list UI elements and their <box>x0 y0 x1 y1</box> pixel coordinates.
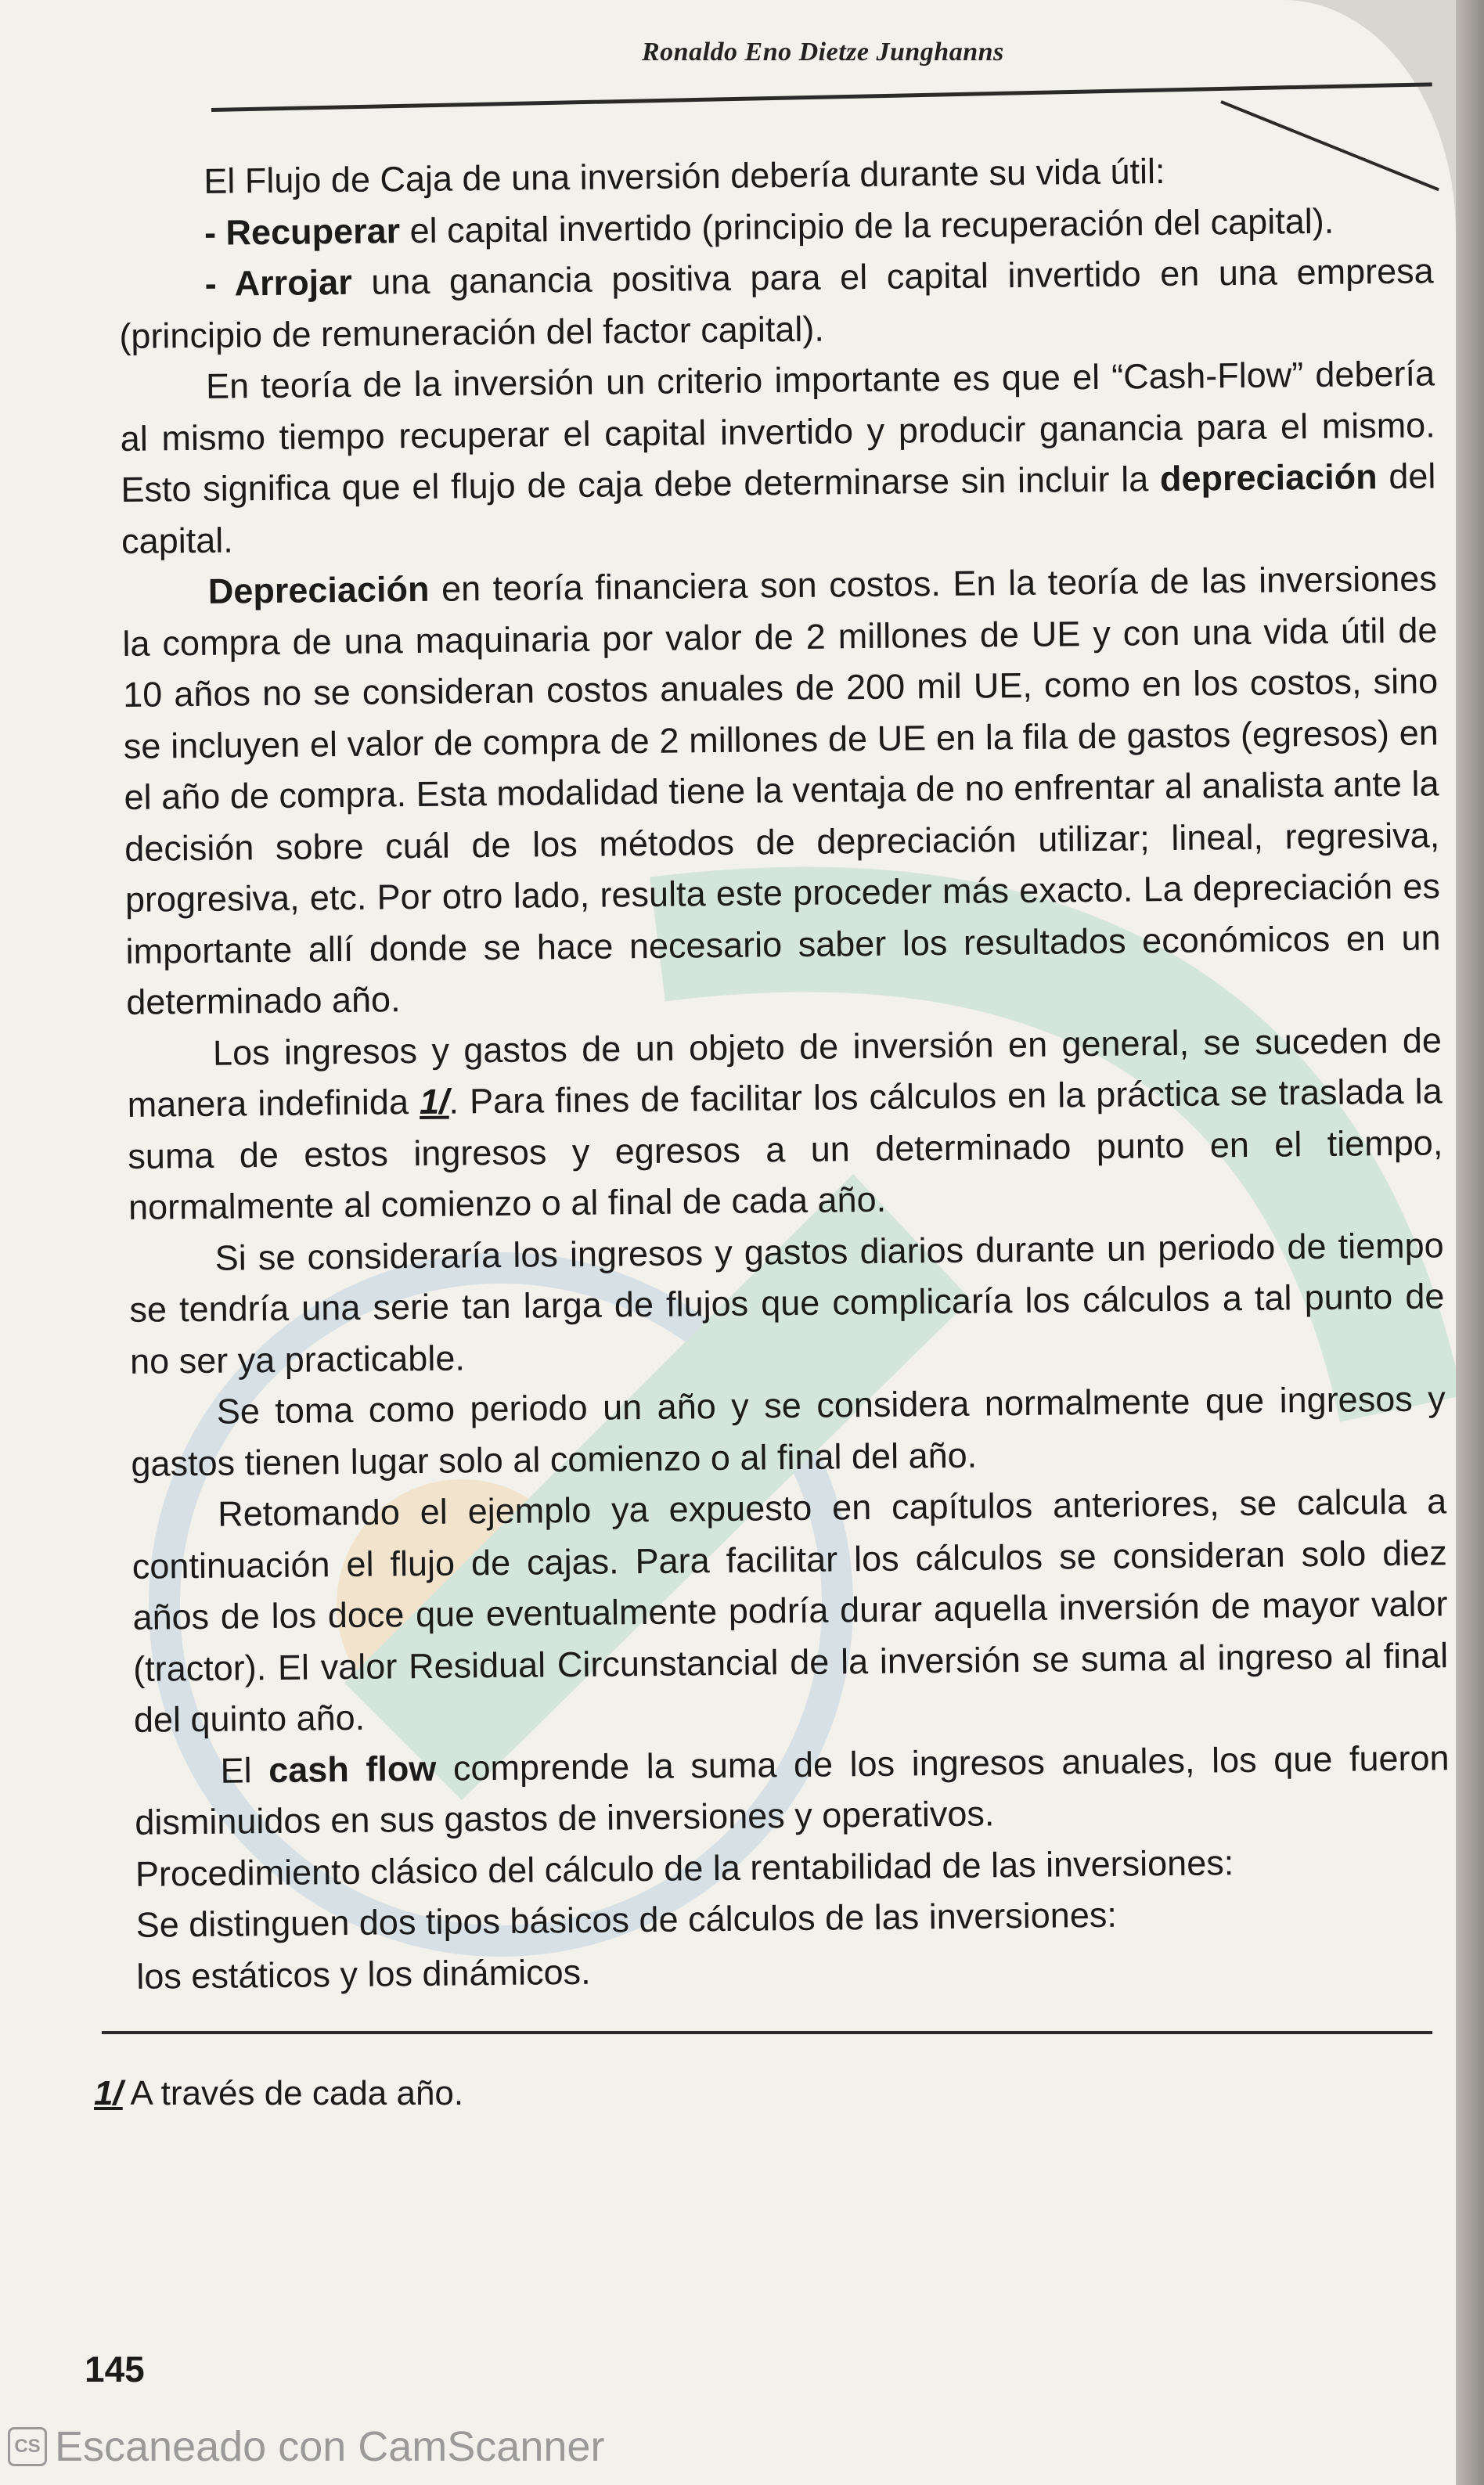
paragraph-estaticos: los estáticos y los dinámicos. <box>136 1951 591 1997</box>
text-recuperar: el capital invertido (principio de la recuperación del capital). <box>399 200 1335 250</box>
footnote <box>94 2074 463 2113</box>
paragraph-cash-flow-theory <box>120 348 1437 567</box>
term-depreciacion: depreciación <box>1159 456 1378 499</box>
paragraph-intro: El Flujo de Caja de una inversión debería durante su vida útil: <box>204 150 1165 201</box>
term-cash-flow: cash flow <box>268 1748 437 1790</box>
paragraph-arrojar <box>118 245 1434 362</box>
paragraph-periodo: Se toma como periodo un año y se considera normalmente que ingresos y gastos tienen lugar solo al comienzo o al final del año. <box>131 1378 1446 1484</box>
paragraph-cash-flow <box>134 1732 1450 1849</box>
text-cash-flow-theory: En teoría de la inversión un criterio importante es que el “Cash-Flow” debería al mismo tiempo recuperar el capital invertido y producir ganancia para el mismo. Esto significa que el flujo de caja debe determinarse sin incluir la <box>120 353 1435 510</box>
footnote-mark: 1/ <box>94 2074 123 2112</box>
body-text <box>117 142 1452 2001</box>
text-cash-flow: comprende la suma de los ingresos anuales, los que fueron disminuidos en sus gastos de inversiones y operativos. <box>135 1737 1450 1842</box>
footnote-text: A través de cada año. <box>122 2074 464 2112</box>
paragraph-retomando: Retomando el ejemplo ya expuesto en capítulos anteriores, se calcula a continuación el flujo de cajas. Para facilitar los cálculos se consideran solo diez años de los doce que eventualmente podría durar aquella inversión de mayor valor (tractor). El valor Residual Circunstancial de la inversión se suma al ingreso al final del quinto año. <box>131 1481 1449 1740</box>
text-ingresos-b: . Para fines de facilitar los cálculos en la práctica se traslada la suma de estos ingresos y egresos a un determinado punto en el tiempo, normalmente al comienzo o al final de cada año. <box>128 1071 1443 1227</box>
footnote-reference: 1/ <box>419 1081 449 1122</box>
paragraph-tipos: Se distinguen dos tipos básicos de cálculos de las inversiones: <box>135 1894 1118 1945</box>
page-number: 145 <box>85 2349 145 2390</box>
paragraph-diarios: Si se consideraría los ingresos y gastos diarios durante un periodo de tiempo se tendría una serie tan larga de flujos que complicaría los cálculos a tal punto de no ser ya practicable. <box>129 1224 1445 1381</box>
text-el: El <box>220 1749 269 1791</box>
paragraph-procedimiento: Procedimiento clásico del cálculo de la rentabilidad de las inversiones: <box>135 1842 1234 1894</box>
paragraph-depreciacion <box>121 553 1441 1028</box>
scanner-watermark <box>8 2422 604 2471</box>
scanner-text: Escaneado con CamScanner <box>55 2423 605 2470</box>
paragraph-ingresos-gastos <box>127 1014 1444 1233</box>
camscanner-icon: CS <box>8 2427 47 2466</box>
running-header-author: Ronaldo Eno Dietze Junghanns <box>642 38 1004 67</box>
footnote-rule <box>102 2031 1432 2034</box>
text-ingresos-a: Los ingresos y gastos de un objeto de inversión en general, se suceden de manera indefinida <box>127 1019 1443 1125</box>
term-arrojar: - Arrojar <box>204 261 352 304</box>
text-depreciacion: en teoría financiera son costos. En la teoría de las inversiones la compra de una maquinaria por valor de 2 millones de UE y con una vida útil de 10 años no se consideran costos anuales de 200 mil UE, como en los costos, sino se incluyen el valor de compra de 2 millones de UE en la fila de gastos (egresos) en el año de compra. Esta modalidad tiene la ventaja de no enfrentar al analista ante la decisión sobre cuál de los métodos de depreciación utilizar; lineal, regresiva, progresiva, etc. Por otro lado, resulta este proceder más exacto. La depreciación es importante allí donde se hace necesario saber los resultados económicos en un determinado año. <box>122 558 1441 1022</box>
text-arrojar: una ganancia positiva para el capital invertido en una empresa (principio de remuneración del factor capital). <box>119 250 1434 356</box>
term-recuperar: - Recuperar <box>204 210 401 253</box>
term-depreciacion-heading: Depreciación <box>207 568 430 611</box>
page-edge-shadow <box>1456 0 1484 2485</box>
text-del-capital: del capital. <box>121 456 1436 561</box>
